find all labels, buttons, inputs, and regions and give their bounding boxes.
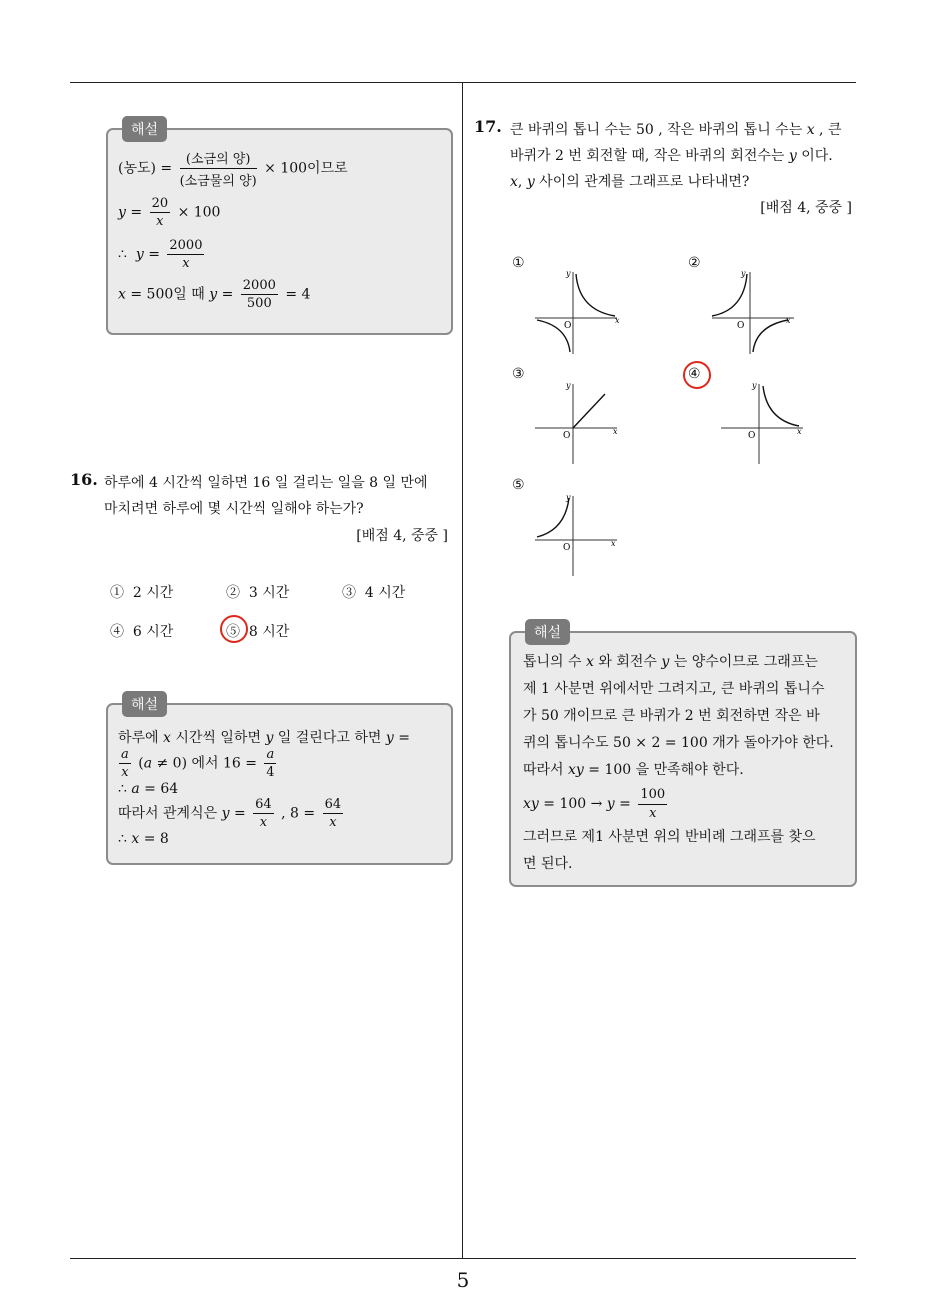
fraction: $\frac{20}{x}$ (151, 196, 169, 229)
solution-box-16 (106, 697, 453, 865)
graph-option-4[interactable] (719, 378, 809, 468)
q16-score: [배점 4, 중중 ] (356, 528, 448, 544)
axis-x-label: x (786, 316, 791, 325)
sol17-line1: 톱니의 수 x 와 회전수 y 는 양수이므로 그래프는 (523, 654, 818, 670)
sol17-line6: xy = 100 → y = $\frac{100}{x}$ (523, 786, 666, 821)
top-rule (70, 82, 856, 83)
sol16-line3: ∴ a = 64 (118, 781, 179, 797)
graph-option-2[interactable] (710, 266, 800, 356)
axis-x-label: x (613, 427, 618, 436)
page-number: 5 (456, 1268, 470, 1292)
q17-option-mark-2[interactable]: ② (688, 255, 701, 271)
solution-tag: 해설 (122, 691, 167, 717)
axis-y-label: y (566, 381, 571, 390)
bottom-rule (70, 1258, 856, 1259)
q17-line1: 큰 바퀴의 톱니 수는 50 , 작은 바퀴의 톱니 수는 x , 큰 (510, 122, 842, 138)
solution-box-17 (509, 625, 857, 887)
q17-number: 17. (474, 117, 502, 136)
fraction: $\frac{100}{x}$ (640, 786, 666, 821)
fraction: $\frac{\text{(소금의 양)}}{\text{(소금물의 양)}}$ (180, 148, 257, 189)
graph-option-3[interactable] (533, 378, 623, 468)
answer-circle-q16 (220, 615, 248, 643)
sol15-line1: (농도) = $\frac{\text{(소금의 양)}}{\text{(소금물의 양)}}$ × 100이므로 (118, 148, 348, 189)
origin-label: O (563, 543, 571, 553)
sol16-line1: 하루에 x 시간씩 일하면 y 일 걸린다고 하면 y = (118, 730, 410, 746)
axis-x-label: x (615, 316, 620, 325)
fraction: $\frac{a}{4}$ (266, 747, 275, 780)
sol15-line4: x = 500일 때 y = $\frac{2000}{500}$ = 4 (118, 278, 311, 311)
q16-choice-3[interactable]: ③ 4 시간 (342, 585, 406, 601)
sol17-body (523, 649, 834, 878)
q16-choice-4[interactable]: ④ 6 시간 (110, 624, 174, 640)
q16-choice-1[interactable]: ① 2 시간 (110, 585, 174, 601)
fraction: $\frac{2000}{x}$ (169, 238, 203, 271)
answer-circle-q17 (683, 361, 711, 389)
graph-option-1[interactable] (533, 266, 623, 356)
q16-line1: 하루에 4 시간씩 일하면 16 일 걸리는 일을 8 일 만에 (104, 475, 428, 491)
axis-y-label: y (752, 381, 757, 390)
axis-y-label: y (566, 493, 571, 502)
q16-line2: 마치려면 하루에 몇 시간씩 일해야 하는가? (104, 501, 364, 517)
axis-y-label: y (741, 269, 746, 278)
column-divider (462, 83, 463, 1258)
fraction: $\frac{2000}{500}$ (242, 278, 276, 311)
axis-y-label: y (566, 269, 571, 278)
sol17-line7: 그러므로 제1 사분면 위의 반비례 그래프를 찾으 (523, 829, 816, 845)
solution-box-15 (106, 122, 453, 335)
origin-label: O (737, 321, 745, 331)
q16-choice-5[interactable]: ⑤ 8 시간 (226, 624, 290, 640)
q17-line2: 바퀴가 2 번 회전할 때, 작은 바퀴의 회전수는 y 이다. (510, 148, 833, 164)
sol16-line4: 따라서 관계식은 y = $\frac{64}{x}$ , 8 = $\frac{64}{x}$ (118, 797, 342, 830)
sol17-line3: 가 50 개이므로 큰 바퀴가 2 번 회전하면 작은 바 (523, 708, 820, 724)
origin-label: O (563, 431, 571, 441)
axis-x-label: x (611, 539, 616, 548)
sol17-line4: 퀴의 톱니수도 50 × 2 = 100 개가 돌아가야 한다. (523, 735, 834, 751)
solution-tag: 해설 (525, 619, 570, 645)
axis-x-label: x (797, 427, 802, 436)
sol17-line5: 따라서 xy = 100 을 만족해야 한다. (523, 762, 744, 778)
q16-number: 16. (70, 470, 98, 489)
origin-label: O (564, 321, 572, 331)
graph-option-5[interactable] (533, 490, 623, 580)
fraction: $\frac{64}{x}$ (255, 797, 272, 830)
sol15-line2: y = $\frac{20}{x}$ × 100 (118, 196, 221, 229)
solution-tag: 해설 (122, 116, 167, 142)
sol16-line5: ∴ x = 8 (118, 831, 169, 847)
q17-option-mark-4[interactable]: ④ (688, 366, 701, 382)
sol17-line2: 제 1 사분면 위에서만 그려지고, 큰 바퀴의 톱니수 (523, 681, 825, 697)
q17-score: [배점 4, 중중 ] (760, 200, 852, 216)
q16-choice-2[interactable]: ② 3 시간 (226, 585, 290, 601)
sol15-line3: ∴ y = $\frac{2000}{x}$ (118, 238, 203, 271)
q17-line3: x, y 사이의 관계를 그래프로 나타내면? (510, 174, 750, 190)
fraction: $\frac{64}{x}$ (324, 797, 342, 830)
sol16-line2: $\frac{a}{x}$ (a ≠ 0) 에서 16 = $\frac{a}{4}$ (121, 747, 275, 780)
q17-option-mark-5[interactable]: ⑤ (512, 477, 525, 493)
fraction: $\frac{a}{x}$ (121, 747, 129, 780)
q17-option-mark-1[interactable]: ① (512, 255, 525, 271)
q17-option-mark-3[interactable]: ③ (512, 366, 525, 382)
origin-label: O (748, 431, 756, 441)
sol17-line8: 면 된다. (523, 856, 573, 872)
